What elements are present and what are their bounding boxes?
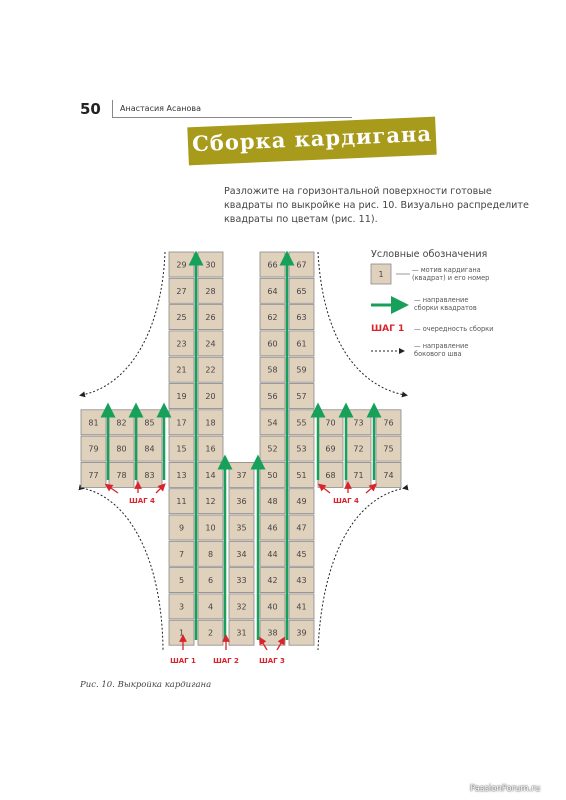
- motif-square-59: [289, 357, 314, 382]
- motif-square-75: [376, 436, 401, 461]
- motif-square-57: [289, 384, 314, 409]
- intro-line: квадраты по выкройке на рис. 10. Визуально распределите: [224, 200, 529, 211]
- square-number: 77: [88, 470, 99, 480]
- motif-square-19: [169, 384, 194, 409]
- motif-square-15: [169, 436, 194, 461]
- square-number: 61: [296, 339, 307, 349]
- motif-square-43: [289, 568, 314, 593]
- square-number: 70: [325, 418, 336, 428]
- legend-assembly-text-2: сборки квадратов: [414, 304, 477, 312]
- square-number: 65: [296, 286, 307, 296]
- motif-square-4: [198, 594, 223, 619]
- intro-line: Разложите на горизонтальной поверхности готовые: [224, 186, 492, 197]
- square-number: 62: [267, 313, 278, 323]
- square-number: 64: [267, 286, 278, 296]
- legend-motif-text-2: (квадрат) и его номер: [412, 274, 490, 282]
- motif-square-49: [289, 489, 314, 514]
- motif-square-39: [289, 620, 314, 645]
- square-number: 79: [88, 444, 99, 454]
- square-number: 80: [116, 444, 127, 454]
- motif-square-38: [260, 620, 285, 645]
- square-number: 44: [267, 549, 278, 559]
- motif-square-14: [198, 462, 223, 487]
- motif-square-12: [198, 489, 223, 514]
- motif-square-51: [289, 462, 314, 487]
- square-number: 51: [296, 470, 307, 480]
- intro-line: квадраты по цветам (рис. 11).: [224, 214, 378, 225]
- motif-square-72: [346, 436, 371, 461]
- motif-square-52: [260, 436, 285, 461]
- square-number: 43: [296, 576, 307, 586]
- square-number: 78: [116, 470, 127, 480]
- motif-square-24: [198, 331, 223, 356]
- square-number: 46: [267, 523, 278, 533]
- motif-square-47: [289, 515, 314, 540]
- motif-square-65: [289, 278, 314, 303]
- motif-square-41: [289, 594, 314, 619]
- square-number: 81: [88, 418, 99, 428]
- square-number: 68: [325, 470, 336, 480]
- square-number: 47: [296, 523, 307, 533]
- square-number: 27: [176, 286, 187, 296]
- seam-curve-bottom-left: [82, 488, 163, 650]
- square-number: 50: [267, 470, 278, 480]
- square-number: 33: [236, 576, 247, 586]
- square-number: 59: [296, 365, 307, 375]
- square-number: 37: [236, 470, 247, 480]
- legend-step-sample: ШАГ 1: [371, 324, 405, 334]
- square-number: 60: [267, 339, 278, 349]
- motif-square-79: [81, 436, 106, 461]
- motif-square-23: [169, 331, 194, 356]
- square-number: 42: [267, 576, 278, 586]
- square-number: 49: [296, 497, 307, 507]
- square-number: 45: [296, 549, 307, 559]
- motif-square-32: [229, 594, 254, 619]
- legend-assembly-text-1: — направление: [414, 296, 469, 304]
- legend-seam-text-1: — направление: [414, 342, 469, 350]
- motif-square-29: [169, 252, 194, 277]
- motif-square-77: [81, 462, 106, 487]
- motif-square-31: [229, 620, 254, 645]
- motif-square-40: [260, 594, 285, 619]
- square-number: 38: [267, 628, 278, 638]
- square-number: 53: [296, 444, 307, 454]
- page-title: Сборка кардигана: [191, 120, 433, 157]
- square-number: 41: [296, 602, 307, 612]
- square-number: 7: [178, 549, 185, 559]
- motif-square-80: [109, 436, 134, 461]
- square-number: 12: [205, 497, 216, 507]
- motif-square-64: [260, 278, 285, 303]
- square-number: 9: [178, 523, 185, 533]
- motif-square-37: [229, 462, 254, 487]
- square-number: 18: [205, 418, 216, 428]
- square-number: 76: [383, 418, 394, 428]
- motif-square-11: [169, 489, 194, 514]
- square-number: 2: [207, 628, 214, 638]
- square-number: 56: [267, 392, 278, 401]
- motif-square-48: [260, 489, 285, 514]
- motif-square-44: [260, 541, 285, 566]
- motif-square-50: [260, 462, 285, 487]
- square-number: 10: [205, 523, 216, 533]
- motif-square-60: [260, 331, 285, 356]
- seam-curve-top-left: [82, 252, 165, 395]
- motif-square-8: [198, 541, 223, 566]
- motif-square-83: [137, 462, 162, 487]
- square-number: 24: [205, 339, 216, 349]
- motif-square-34: [229, 541, 254, 566]
- square-number: 74: [383, 470, 394, 480]
- square-number: 6: [207, 576, 214, 586]
- motif-square-69: [318, 436, 343, 461]
- legend-sample-number: 1: [378, 270, 384, 279]
- motif-square-36: [229, 489, 254, 514]
- square-number: 52: [267, 444, 278, 454]
- square-number: 72: [353, 444, 364, 454]
- motif-square-76: [376, 410, 401, 435]
- motif-square-20: [198, 384, 223, 409]
- motif-square-5: [169, 568, 194, 593]
- square-number: 23: [176, 339, 187, 349]
- square-number: 32: [236, 602, 247, 612]
- motif-square-70: [318, 410, 343, 435]
- square-number: 48: [267, 497, 278, 507]
- motif-square-18: [198, 410, 223, 435]
- motif-square-35: [229, 515, 254, 540]
- square-number: 19: [176, 392, 187, 401]
- square-number: 31: [236, 628, 247, 638]
- motif-square-78: [109, 462, 134, 487]
- square-number: 3: [178, 602, 185, 612]
- square-number: 55: [296, 418, 307, 428]
- square-number: 83: [144, 470, 155, 480]
- motif-square-21: [169, 357, 194, 382]
- legend: [371, 249, 493, 358]
- author-name: Анастасия Асанова: [120, 104, 202, 113]
- motif-square-63: [289, 305, 314, 330]
- square-number: 17: [176, 418, 187, 428]
- square-number: 66: [267, 260, 278, 270]
- motif-square-26: [198, 305, 223, 330]
- seam-curve-bottom-right: [318, 488, 405, 650]
- motif-square-7: [169, 541, 194, 566]
- motif-square-68: [318, 462, 343, 487]
- square-number: 1: [178, 628, 185, 638]
- square-number: 40: [267, 602, 278, 612]
- motif-square-28: [198, 278, 223, 303]
- motif-square-1: [169, 620, 194, 645]
- square-number: 11: [176, 497, 187, 507]
- motif-square-66: [260, 252, 285, 277]
- motif-square-42: [260, 568, 285, 593]
- motif-square-30: [198, 252, 223, 277]
- motif-square-6: [198, 568, 223, 593]
- motif-square-54: [260, 410, 285, 435]
- square-number: 84: [144, 444, 155, 454]
- motif-square-3: [169, 594, 194, 619]
- motif-square-67: [289, 252, 314, 277]
- step-4-right-label: ШАГ 4: [333, 497, 359, 505]
- figure-caption: Рис. 10. Выкройка кардигана: [80, 680, 212, 690]
- motif-square-10: [198, 515, 223, 540]
- legend-motif-text-1: — мотив кардигана: [412, 266, 481, 274]
- square-number: 21: [176, 365, 187, 375]
- square-number: 57: [296, 392, 307, 401]
- motif-square-61: [289, 331, 314, 356]
- motif-square-58: [260, 357, 285, 382]
- square-number: 4: [207, 602, 214, 612]
- legend-order-text: — очередность сборки: [414, 325, 494, 333]
- motif-square-2: [198, 620, 223, 645]
- motif-square-53: [289, 436, 314, 461]
- square-number: 15: [176, 444, 187, 454]
- square-number: 8: [207, 549, 214, 559]
- square-number: 82: [116, 418, 127, 428]
- step-3-label: ШАГ 3: [259, 657, 285, 665]
- square-number: 85: [144, 418, 155, 428]
- square-number: 54: [267, 418, 278, 428]
- square-number: 69: [325, 444, 336, 454]
- motif-square-73: [346, 410, 371, 435]
- motif-square-45: [289, 541, 314, 566]
- square-number: 22: [205, 365, 216, 375]
- squares-layer: [81, 252, 401, 645]
- square-number: 36: [236, 497, 247, 507]
- square-number: 39: [296, 628, 307, 638]
- motif-square-84: [137, 436, 162, 461]
- motif-square-55: [289, 410, 314, 435]
- square-number: 14: [205, 470, 216, 480]
- square-number: 29: [176, 260, 187, 270]
- square-number: 25: [176, 313, 187, 323]
- motif-square-56: [260, 384, 285, 409]
- motif-square-71: [346, 462, 371, 487]
- square-number: 67: [296, 260, 307, 270]
- motif-square-9: [169, 515, 194, 540]
- square-number: 71: [353, 470, 364, 480]
- legend-seam-text-2: бокового шва: [414, 350, 462, 358]
- square-number: 35: [236, 523, 247, 533]
- square-number: 63: [296, 313, 307, 323]
- motif-square-33: [229, 568, 254, 593]
- square-number: 28: [205, 286, 216, 296]
- square-number: 58: [267, 365, 278, 375]
- motif-square-46: [260, 515, 285, 540]
- square-number: 34: [236, 549, 247, 559]
- legend-title: Условные обозначения: [371, 249, 488, 260]
- motif-square-62: [260, 305, 285, 330]
- motif-square-25: [169, 305, 194, 330]
- square-number: 30: [205, 260, 216, 270]
- square-number: 20: [205, 392, 216, 401]
- square-number: 75: [383, 444, 394, 454]
- motif-square-74: [376, 462, 401, 487]
- motif-square-82: [109, 410, 134, 435]
- square-number: 16: [205, 444, 216, 454]
- step-2-label: ШАГ 2: [213, 657, 239, 665]
- square-number: 13: [176, 470, 187, 480]
- motif-square-16: [198, 436, 223, 461]
- page-number: 50: [80, 100, 101, 118]
- motif-square-85: [137, 410, 162, 435]
- step-4-right-marker: [321, 485, 374, 505]
- step-4-left-marker: [108, 485, 163, 505]
- square-number: 26: [205, 313, 216, 323]
- square-number: 73: [353, 418, 364, 428]
- watermark: PassionForum.ru: [470, 784, 541, 794]
- square-number: 5: [178, 576, 185, 586]
- motif-square-22: [198, 357, 223, 382]
- step-1-label: ШАГ 1: [170, 657, 196, 665]
- motif-square-13: [169, 462, 194, 487]
- motif-square-27: [169, 278, 194, 303]
- step-4-left-label: ШАГ 4: [129, 497, 155, 505]
- motif-square-81: [81, 410, 106, 435]
- motif-square-17: [169, 410, 194, 435]
